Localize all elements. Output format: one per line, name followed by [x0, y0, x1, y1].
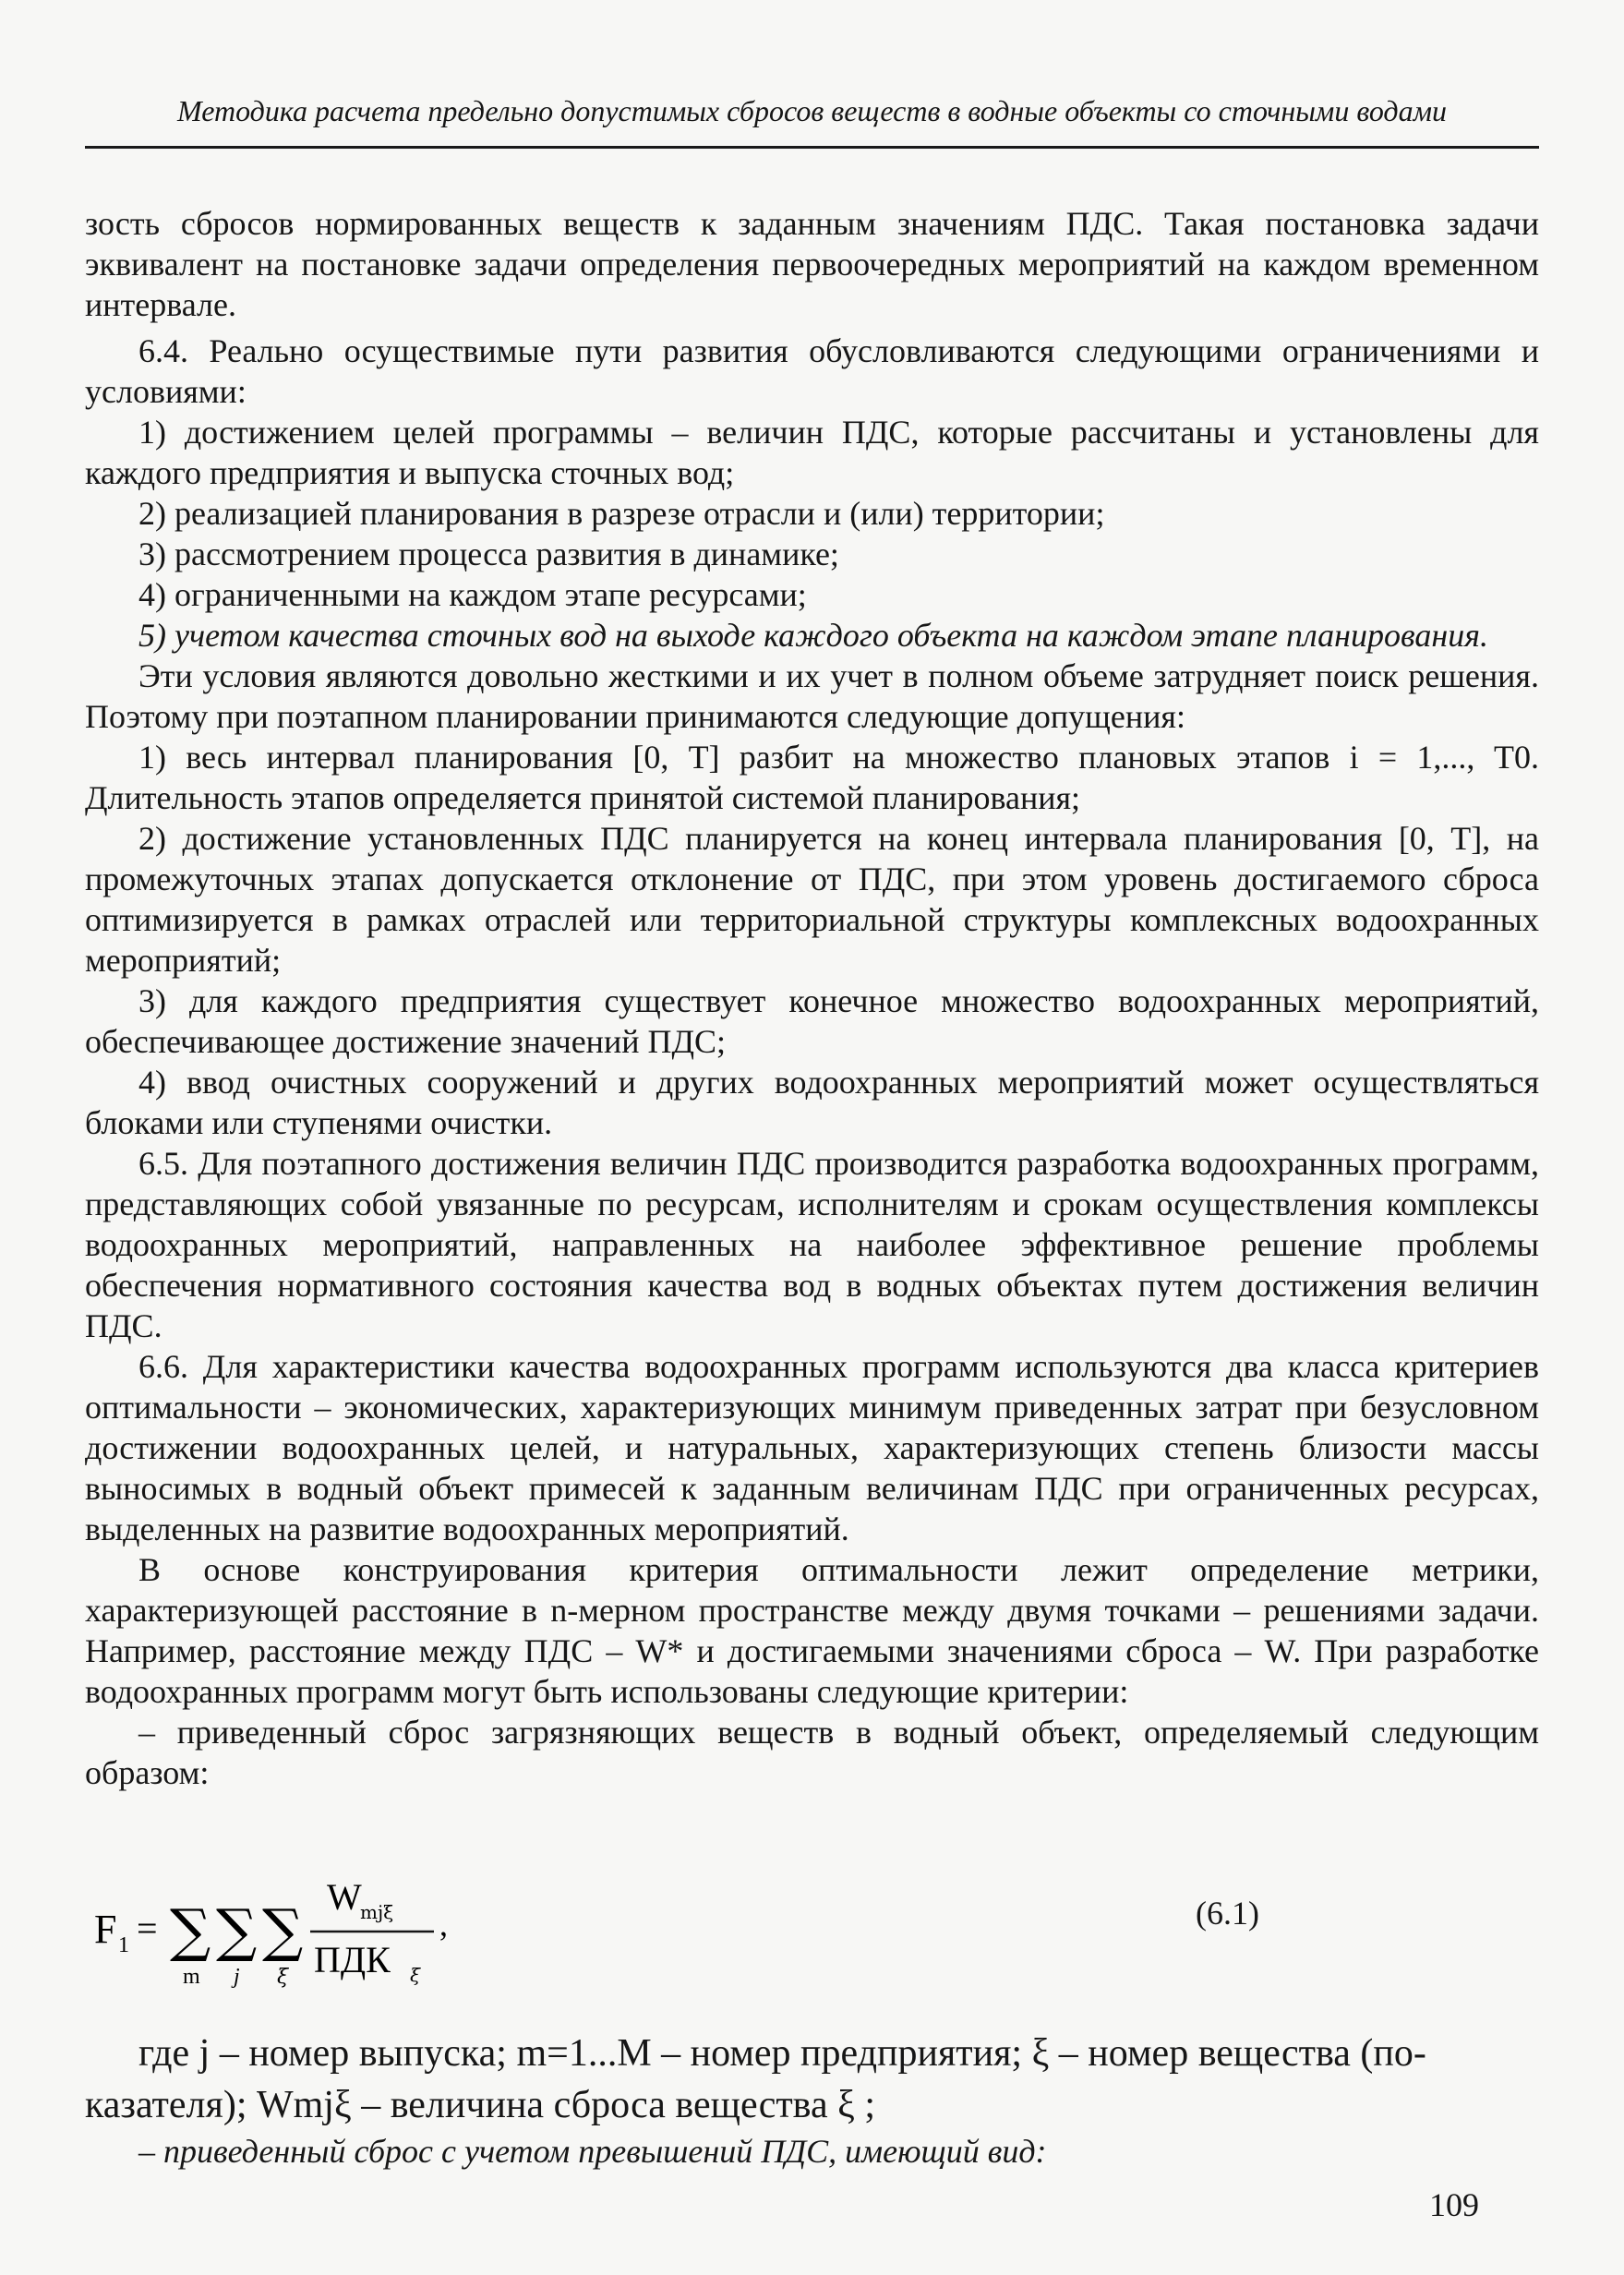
criterion-metric-paragraph: В основе конструирования критерия оптимальности лежит определение метрики, характеризующей расстояние в n-мерном пространстве между двумя точками – решениями задачи. Например, расстояние между ПДС – W* и достигаемыми значениями сброса – W. При разработке водоохранных программ могут быть использованы следующие критерии:: [85, 1551, 1539, 1710]
criterion-exceedance: – приведенный сброс с учетом превышений ПДС, имеющий вид:: [138, 2133, 1047, 2170]
paragraph-continuation: зость сбросов нормированных веществ к заданным значениям ПДС. Такая постановка задачи эквивалент на постановке задачи определения первоочередных мероприятий на каждом временном интервале.: [85, 205, 1539, 323]
sum-symbol-j: ∑: [216, 1896, 258, 1964]
sum-index-j: j: [234, 1965, 240, 1989]
page-number: 109: [1429, 2186, 1479, 2223]
assumption-1: 1) весь интервал планирования [0, T] разбит на множество плановых этапов i = 1,..., T0. Длительность этапов определяется принятой системой планирования;: [85, 739, 1539, 816]
formula-lhs-subscript: 1: [118, 1933, 129, 1957]
formula-comma: ,: [439, 1906, 448, 1943]
sum-symbol-m: ∑: [170, 1896, 211, 1964]
condition-5: 5) учетом качества сточных вод на выходе каждого объекта на каждом этапе планирования.: [138, 617, 1488, 654]
sum-index-xi: ξ: [277, 1966, 289, 1989]
equation-number: (6.1): [1196, 1895, 1259, 1932]
criterion-reduced-discharge: – приведенный сброс загрязняющих веществ в водный объект, определяемый следующим образом:: [85, 1714, 1539, 1791]
section-6-5: 6.5. Для поэтапного достижения величин ПДС производится разработка водоохранных программ, представляющих собой увязанные по ресурсам, исполнителям и срокам осуществления комплексы водоохранных мероприятий, направленных на наиболее эффективное решение проблемы обеспечения нормативного состояния качества вод в водных объектах путем достижения величин ПДС.: [85, 1145, 1539, 1344]
formula-lhs: F: [94, 1907, 117, 1952]
section-6-4: 6.4. Реально осуществимые пути развития обусловливаются следующими ограничениями и условиями:: [85, 332, 1539, 410]
fraction-denominator: ПДК: [314, 1939, 391, 1980]
conditions-summary: Эти условия являются довольно жесткими и их учет в полном объеме затрудняет поиск решения. Поэтому при поэтапном планировании принимаются следующие допущения:: [85, 657, 1539, 735]
sum-index-m: m: [183, 1965, 200, 1989]
assumption-4: 4) ввод очистных сооружений и других водоохранных мероприятий может осуществляться блоками или ступенями очистки.: [85, 1064, 1539, 1141]
where-clause-line-2: казателя); Wmjξ – величина сброса вещества ξ ;: [85, 2084, 875, 2126]
condition-4: 4) ограниченными на каждом этапе ресурсами;: [138, 576, 807, 613]
sum-symbol-xi: ∑: [262, 1896, 304, 1964]
condition-1: 1) достижением целей программы – величин ПДС, которые рассчитаны и установлены для каждого предприятия и выпуска сточных вод;: [85, 414, 1539, 491]
assumption-3: 3) для каждого предприятия существует конечное множество водоохранных мероприятий, обеспечивающее достижение значений ПДС;: [85, 982, 1539, 1060]
where-clause-line-1: где j – номер выпуска; m=1...M – номер предприятия; ξ – номер вещества (по-: [138, 2032, 1426, 2075]
assumption-2: 2) достижение установленных ПДС планируется на конец интервала планирования [0, T], на промежуточных этапах допускается отклонение от ПДС, при этом уровень достигаемого сброса оптимизируется в рамках отраслей или территориальной структуры комплексных водоохранных мероприятий;: [85, 820, 1539, 979]
formula-6-1: [85, 1861, 1539, 1991]
condition-2: 2) реализацией планирования в разрезе отрасли и (или) территории;: [138, 495, 1105, 532]
condition-3: 3) рассмотрением процесса развития в динамике;: [138, 536, 839, 572]
fraction-denominator-subscript: ξ: [410, 1964, 421, 1986]
section-6-6: 6.6. Для характеристики качества водоохранных программ используются два класса критериев оптимальности – экономических, характеризующих минимум приведенных затрат при безусловном достижении водоохранных целей, и натуральных, характеризующих степень близости массы выносимых в водный объект примесей к заданным величинам ПДС при ограниченных ресурсах, выделенных на развитие водоохранных мероприятий.: [85, 1348, 1539, 1547]
running-header: Методика расчета предельно допустимых сбросов веществ в водные объекты со сточными водами: [176, 94, 1447, 127]
formula-equals: =: [137, 1908, 158, 1949]
fraction-numerator: W: [327, 1876, 362, 1918]
page-body: [85, 203, 1539, 2172]
fraction-numerator-subscript: mjξ: [360, 1901, 394, 1923]
formula-graphic: [85, 1861, 602, 1991]
header-rule: [85, 146, 1539, 149]
